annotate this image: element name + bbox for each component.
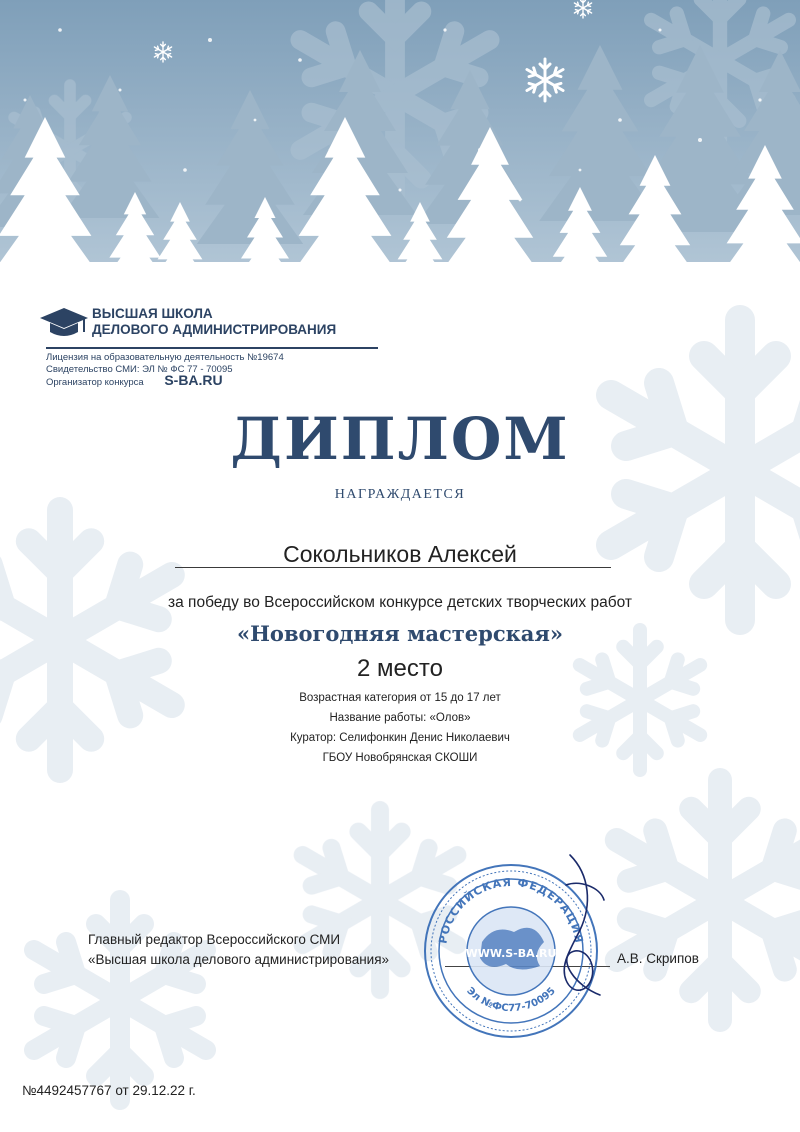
seal-text: РОССИЙСКАЯ ФЕДЕРАЦИЯ bbox=[436, 875, 586, 945]
diploma-subtitle: НАГРАЖДАЕТСЯ bbox=[334, 487, 466, 502]
seal-site: WWW.S-BA.RU bbox=[465, 947, 557, 960]
organization-name-line2: ДЕЛОВОГО АДМИНИСТРИРОВАНИЯ bbox=[92, 322, 337, 337]
editor-caption bbox=[88, 930, 389, 970]
curator: Куратор: Селифонкин Денис Николаевич bbox=[290, 732, 510, 744]
diploma-title: ДИПЛОМ bbox=[230, 405, 570, 473]
editor-line2: «Высшая школа делового администрирования» bbox=[88, 952, 390, 967]
school: ГБОУ Новобрянская СКОШИ bbox=[322, 752, 478, 764]
award-place: 2 место bbox=[357, 655, 443, 682]
signer-name: А.В. Скрипов bbox=[617, 951, 699, 966]
seal-cert: Эл №ФС77-70095 bbox=[464, 985, 558, 1015]
handwritten-signature bbox=[530, 845, 640, 1015]
age-category: Возрастная категория от 15 до 17 лет bbox=[299, 692, 501, 704]
recipient-name: Сокольников Алексей bbox=[283, 541, 517, 567]
organizer-label: Организатор конкурса bbox=[46, 377, 144, 388]
document-number: №4492457767 от 29.12.22 г. bbox=[22, 1083, 196, 1098]
organization-meta bbox=[46, 352, 284, 389]
media-cert-text: Свидетельство СМИ: ЭЛ № ФС 77 - 70095 bbox=[46, 363, 233, 375]
recipient-underline bbox=[175, 567, 611, 568]
award-reason: за победу во Всероссийском конкурсе детских творческих работ bbox=[168, 594, 632, 611]
organizer-line bbox=[46, 372, 284, 389]
license-text: Лицензия на образовательную деятельность №19674 bbox=[46, 352, 284, 363]
editor-line1: Главный редактор Всероссийского СМИ bbox=[88, 932, 341, 947]
contest-name: «Новогодняя мастерская» bbox=[236, 621, 564, 646]
organization-name bbox=[92, 306, 336, 338]
site-link[interactable]: S-BA.RU bbox=[164, 372, 223, 388]
work-title: Название работы: «Олов» bbox=[329, 712, 471, 724]
graduation-cap-icon bbox=[40, 308, 88, 342]
organization-name-line1: ВЫСШАЯ ШКОЛА bbox=[92, 306, 213, 321]
logo-divider bbox=[46, 347, 378, 349]
